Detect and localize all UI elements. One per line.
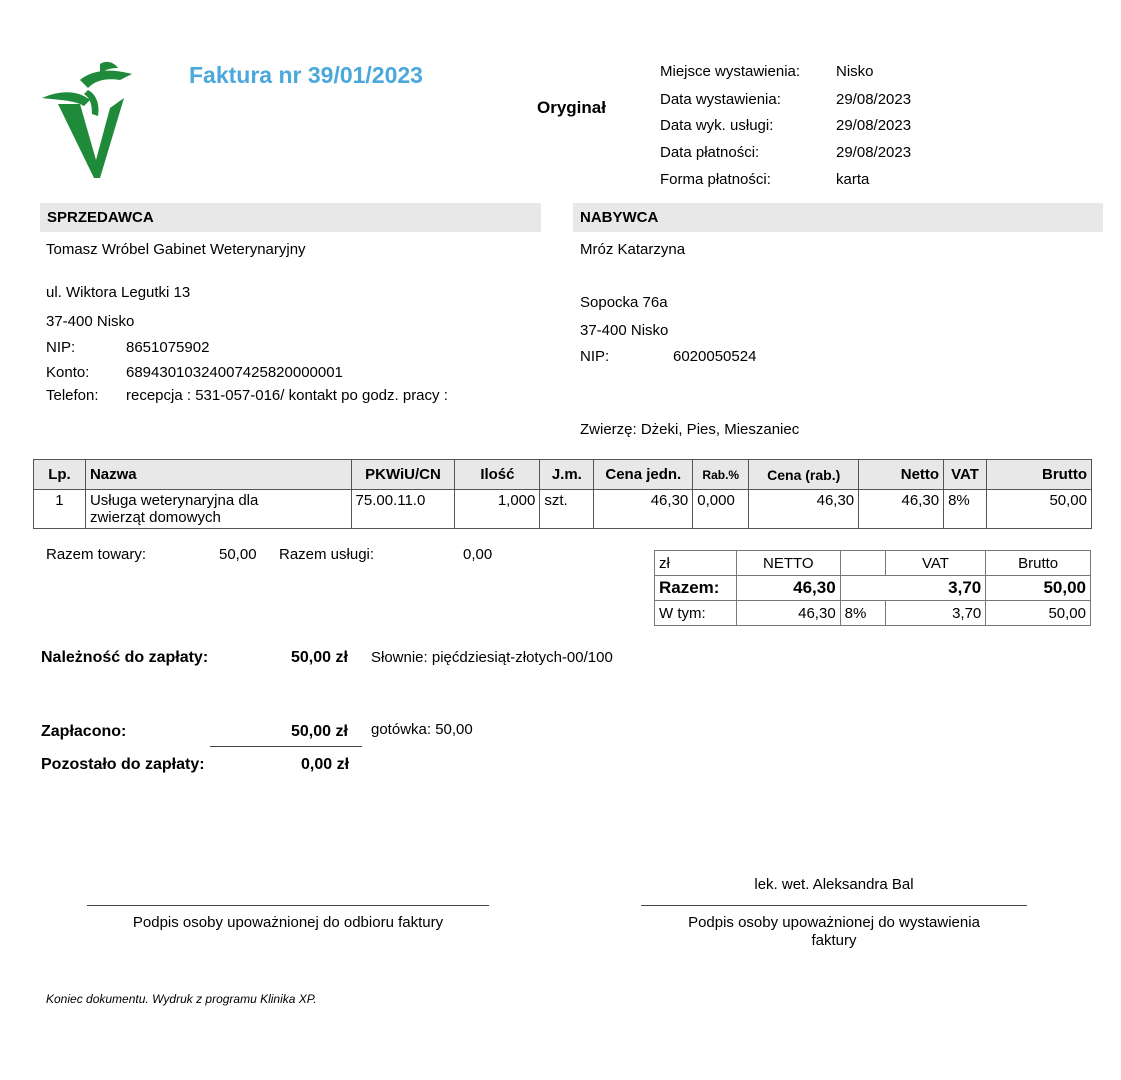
sum-h-netto: NETTO	[736, 551, 840, 576]
document-footer: Koniec dokumentu. Wydruk z programu Klinika XP.	[46, 992, 317, 1006]
seller-nip: 8651075902	[126, 339, 210, 356]
razem-towary-value: 50,00	[219, 546, 257, 563]
summary-header-row	[655, 551, 1091, 576]
cell-nazwa-line: zwierząt domowych	[89, 509, 221, 526]
cell-rab: 0,000	[693, 490, 749, 529]
seller-telefon: recepcja : 531-057-016/ kontakt po godz. pracy :	[126, 387, 448, 404]
sum-razem-brutto: 50,00	[986, 576, 1091, 601]
sum-h-empty	[840, 551, 885, 576]
razem-uslugi-label: Razem usługi:	[279, 546, 375, 563]
buyer-street: Sopocka 76a	[580, 294, 668, 311]
meta-label: Forma płatności:	[660, 171, 771, 188]
col-rab: Rab.%	[693, 460, 749, 490]
col-nazwa: Nazwa	[85, 460, 351, 490]
seller-city: 37-400 Nisko	[46, 313, 135, 330]
sum-h-vat: VAT	[885, 551, 986, 576]
table-row	[34, 490, 1092, 529]
meta-value: Nisko	[836, 63, 874, 80]
signature-caption-right: Podpis osoby upoważnionej do wystawienia	[688, 914, 980, 931]
meta-value: karta	[836, 171, 870, 188]
col-ilosc: Ilość	[455, 460, 540, 490]
seller-street: ul. Wiktora Legutki 13	[46, 284, 191, 301]
buyer-nip-label: NIP:	[580, 348, 610, 365]
sum-wtym-vat: 3,70	[885, 601, 986, 626]
col-cena-rab: Cena (rab.)	[749, 460, 859, 490]
buyer-name: Mróz Katarzyna	[580, 241, 686, 258]
zaplacono-value: 50,00 zł	[291, 723, 348, 740]
summary-wtym-row	[655, 601, 1091, 626]
zaplacono-label: Zapłacono:	[41, 723, 127, 740]
document-status: Oryginał	[537, 98, 606, 117]
signature-line-right	[641, 905, 1027, 906]
razem-towary-label: Razem towary:	[46, 546, 147, 563]
meta-value: 29/08/2023	[836, 117, 912, 134]
sum-wtym-netto: 46,30	[736, 601, 840, 626]
col-vat: VAT	[944, 460, 987, 490]
cell-ilosc: 1,000	[455, 490, 540, 529]
signature-line-left	[87, 905, 489, 906]
buyer-city: 37-400 Nisko	[580, 322, 669, 339]
table-header-row	[34, 460, 1092, 490]
cell-cena: 46,30	[594, 490, 693, 529]
seller-heading: SPRZEDAWCA	[40, 203, 541, 232]
seller-konto-label: Konto:	[46, 364, 90, 381]
meta-label: Data płatności:	[660, 144, 760, 161]
seller-konto: 68943010324007425820000001	[126, 364, 343, 381]
clinic-logo	[40, 60, 140, 180]
items-table	[33, 459, 1092, 529]
seller-telefon-label: Telefon:	[46, 387, 99, 404]
meta-label: Data wystawienia:	[660, 91, 781, 108]
payment-divider	[210, 746, 362, 747]
col-netto: Netto	[859, 460, 944, 490]
buyer-animal: Zwierzę: Dżeki, Pies, Mieszaniec	[580, 421, 800, 438]
col-lp: Lp.	[34, 460, 86, 490]
col-brutto: Brutto	[987, 460, 1092, 490]
meta-value: 29/08/2023	[836, 144, 912, 161]
col-pkwiu: PKWiU/CN	[351, 460, 455, 490]
seller-name: Tomasz Wróbel Gabinet Weterynaryjny	[46, 241, 306, 258]
cell-nazwa	[85, 490, 351, 529]
buyer-heading: NABYWCA	[573, 203, 1103, 232]
cell-netto: 46,30	[859, 490, 944, 529]
sum-wtym-label: W tym:	[655, 601, 737, 626]
sum-razem-label: Razem:	[655, 576, 737, 601]
cell-pkwiu: 75.00.11.0	[351, 490, 455, 529]
sum-razem-netto: 46,30	[736, 576, 840, 601]
vat-summary-table	[654, 550, 1091, 626]
cell-jm: szt.	[540, 490, 594, 529]
signature-caption-left: Podpis osoby upoważnionej do odbioru faktury	[132, 914, 444, 931]
razem-uslugi-value: 0,00	[463, 546, 493, 563]
naleznosc-value: 50,00 zł	[291, 649, 348, 666]
cell-brutto: 50,00	[987, 490, 1092, 529]
sum-h-brutto: Brutto	[986, 551, 1091, 576]
sum-wtym-rate: 8%	[840, 601, 885, 626]
signature-caption-right-2: faktury	[811, 932, 857, 949]
seller-nip-label: NIP:	[46, 339, 76, 356]
meta-label: Data wyk. usługi:	[660, 117, 774, 134]
summary-razem-row	[655, 576, 1091, 601]
gotowka-text: gotówka: 50,00	[371, 721, 473, 738]
pozostalo-value: 0,00 zł	[301, 756, 350, 773]
col-cena: Cena jedn.	[594, 460, 693, 490]
sum-wtym-brutto: 50,00	[986, 601, 1091, 626]
naleznosc-label: Należność do zapłaty:	[41, 649, 209, 666]
cell-cena-rab: 46,30	[749, 490, 859, 529]
sum-razem-vat: 3,70	[885, 576, 986, 601]
cell-lp: 1	[34, 490, 86, 529]
meta-label: Miejsce wystawienia:	[660, 63, 801, 80]
slownie-text: Słownie: pięćdziesiąt-złotych-00/100	[371, 649, 613, 666]
pozostalo-label: Pozostało do zapłaty:	[41, 756, 205, 773]
meta-value: 29/08/2023	[836, 91, 912, 108]
invoice-title: Faktura nr 39/01/2023	[189, 62, 423, 88]
col-jm: J.m.	[540, 460, 594, 490]
buyer-nip: 6020050524	[673, 348, 757, 365]
cell-vat: 8%	[944, 490, 987, 529]
sum-razem-empty	[840, 576, 885, 601]
signature-name-right: lek. wet. Aleksandra Bal	[754, 876, 914, 893]
cell-nazwa-line: Usługa weterynaryjna dla	[89, 492, 259, 509]
sum-currency: zł	[655, 551, 737, 576]
